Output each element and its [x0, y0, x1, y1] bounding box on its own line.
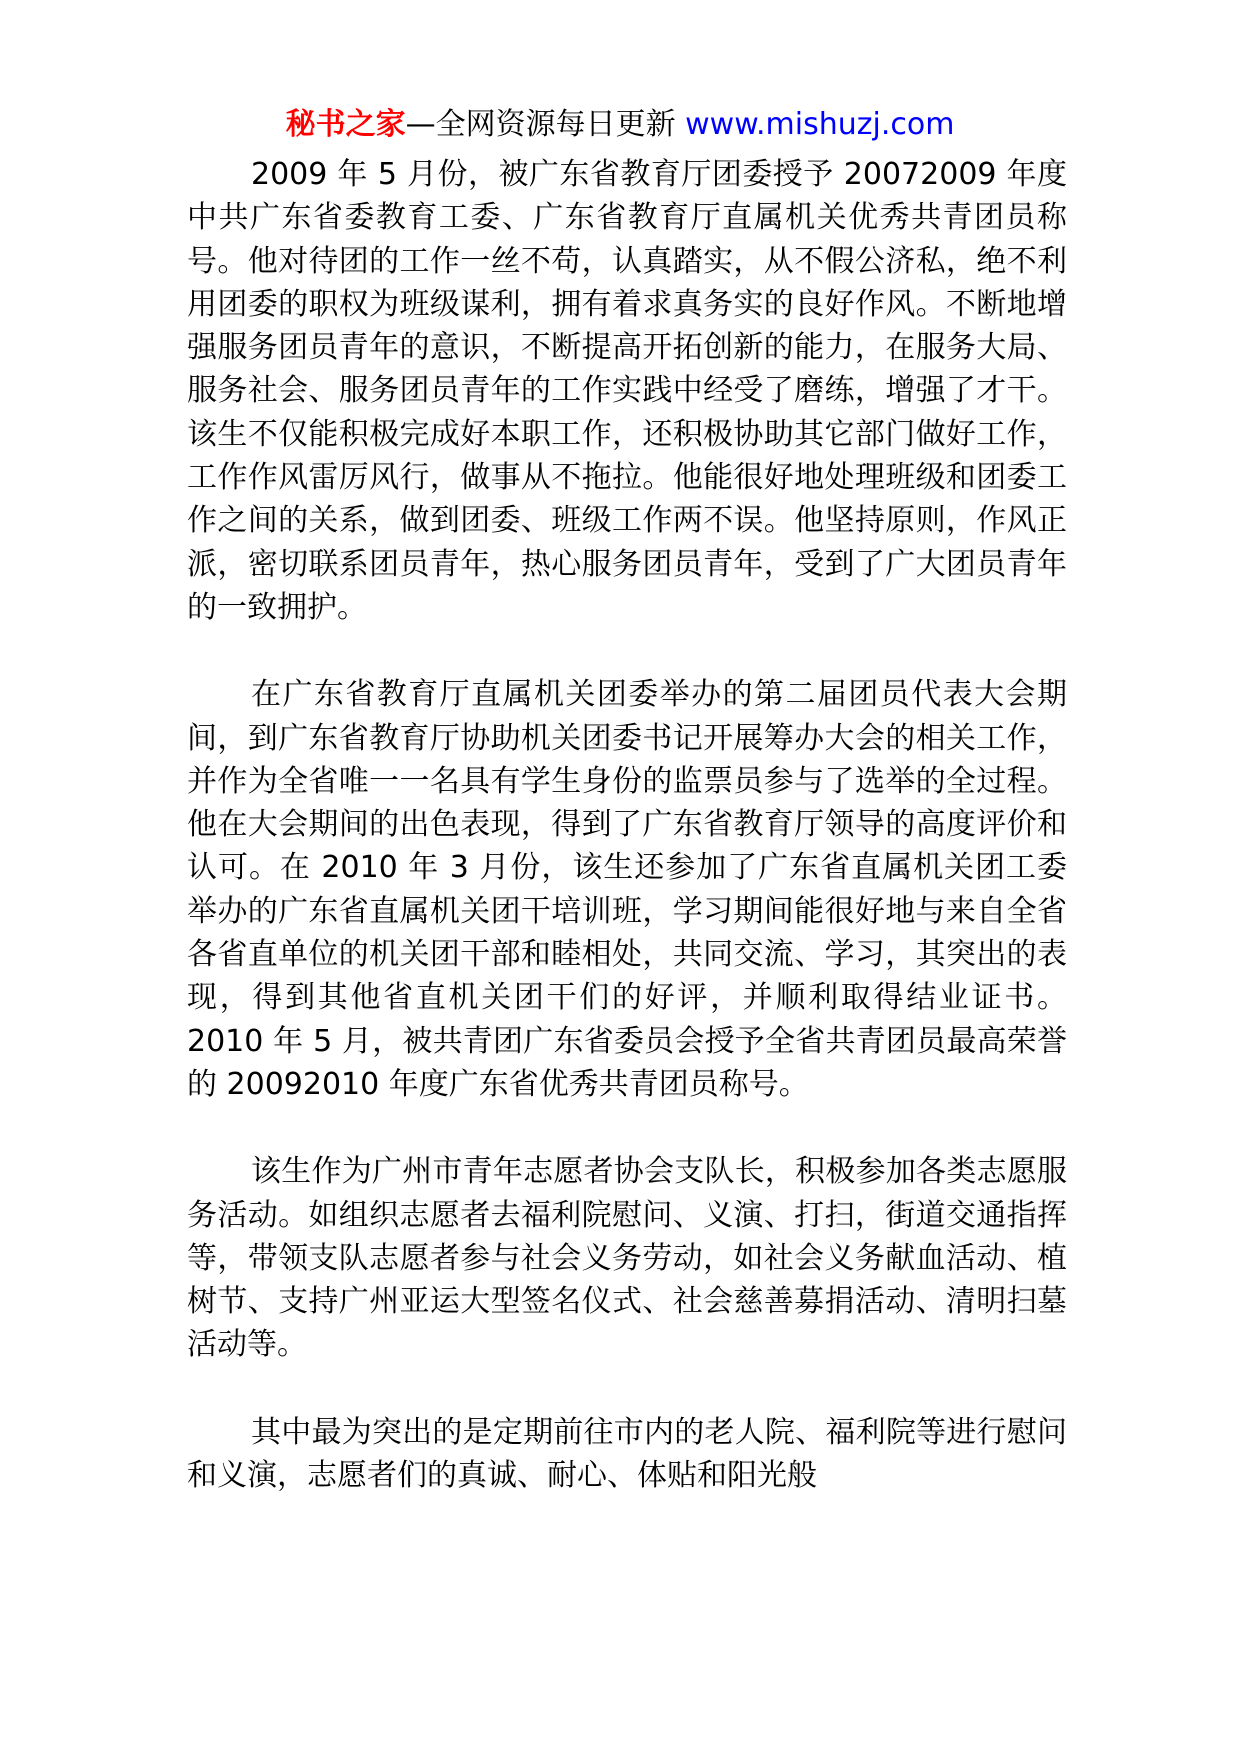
paragraph-1: 2009 年 5 月份，被广东省教育厅团委授予 20072009 年度中共广东省委教育工委、广东省教育厅直属机关优秀共青团员称号。他对待团的工作一丝不苟，认真踏实，从不假公济私，绝不利用团委的职权为班级谋利，拥有着求真务实的良好作风。不断地增强服务团员青年的意识，不断提高开拓创新的能力，在服务大局、服务社会、服务团员青年的工作实践中经受了磨练，增强了才干。该生不仅能积极完成好本职工作，还积极协助其它部门做好工作，工作作风雷厉风行，做事从不拖拉。他能很好地处理班级和团委工作之间的关系，做到团委、班级工作两不误。他坚持原则，作风正派，密切联系团员青年，热心服务团员青年，受到了广大团员青年的一致拥护。 — [187, 157, 1067, 625]
brand-name: 秘书之家 — [285, 107, 406, 142]
header-tagline: —全网资源每日更新 — [405, 107, 676, 142]
paragraph-3: 该生作为广州市青年志愿者协会支队长，积极参加各类志愿服务活动。如组织志愿者去福利院慰问、义演、打扫，街道交通指挥等，带领支队志愿者参与社会义务劳动，如社会义务献血活动、植树节、支持广州亚运大型签名仪式、社会慈善募捐活动、清明扫墓活动等。 — [187, 1154, 1067, 1363]
page-header — [0, 103, 1240, 147]
paragraph-2: 在广东省教育厅直属机关团委举办的第二届团员代表大会期间，到广东省教育厅协助机关团委书记开展筹办大会的相关工作，并作为全省唯一一名具有学生身份的监票员参与了选举的全过程。他在大会期间的出色表现，得到了广东省教育厅领导的高度评价和认可。在 2010 年 3 月份，该生还参加了广东省直属机关团工委举办的广东省直属机关团干培训班，学习期间能很好地与来自全省各省直单位的机关团干部和睦相处，共同交流、学习，其突出的表现，得到其他省直机关团干们的好评，并顺利取得结业证书。2010 年 5 月，被共青团广东省委员会授予全省共青团员最高荣誉的 20092010 年度广东省优秀共青团员称号。 — [187, 677, 1067, 1102]
document-body — [187, 153, 1067, 1541]
website-link[interactable]: www.mishuzj.com — [685, 107, 955, 142]
paragraph-4: 其中最为突出的是定期前往市内的老人院、福利院等进行慰问和义演，志愿者们的真诚、耐心、体贴和阳光般 — [187, 1414, 1067, 1494]
